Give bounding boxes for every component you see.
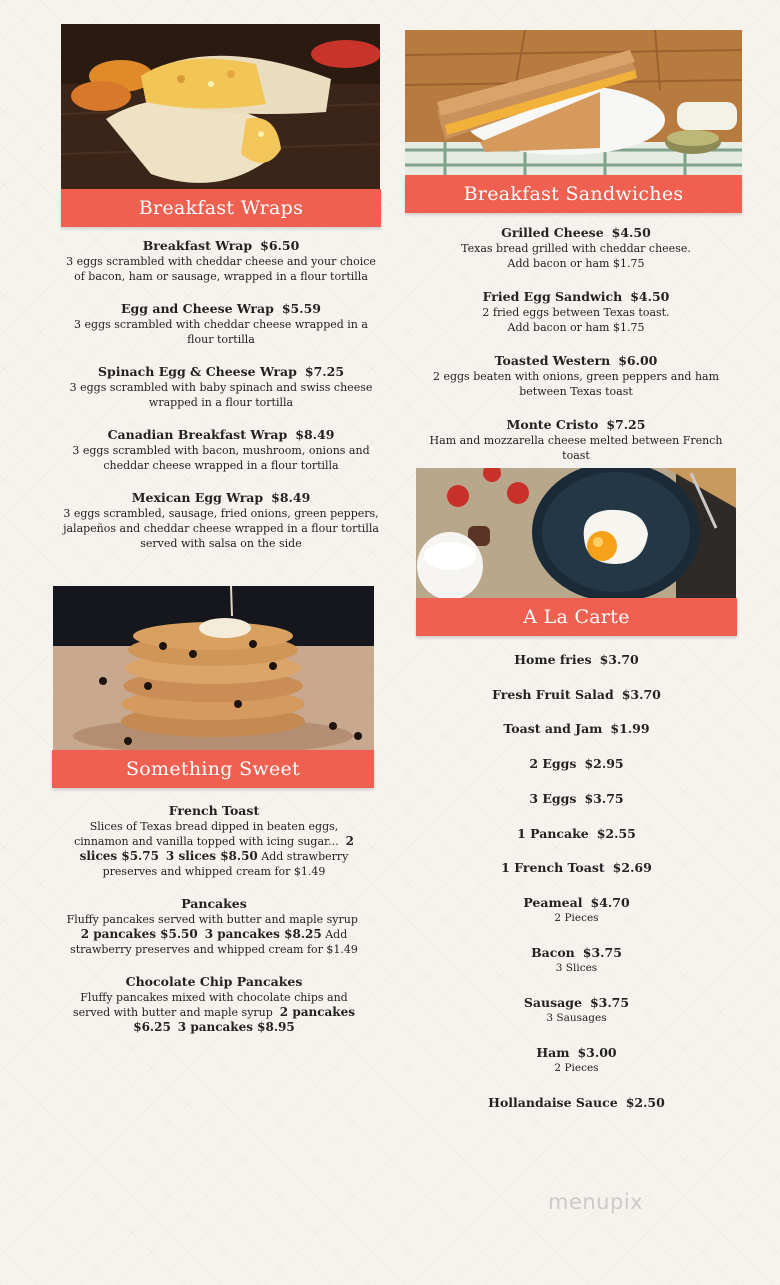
item-desc: 3 eggs scrambled, sausage, fried onions, green peppers, jalapeños and cheddar cheese wrapped in a flour tortilla served with salsa on the side [63, 507, 379, 550]
item-name: Canadian Breakfast Wrap [107, 427, 288, 442]
item-price: $3.75 [584, 791, 624, 807]
item-price: $1.99 [610, 721, 650, 737]
item-name: Fresh Fruit Salad [492, 686, 614, 702]
menu-item [416, 721, 737, 756]
item-price: $2.50 [625, 1094, 665, 1110]
item-desc: Ham and mozzarella cheese melted between French toast [429, 434, 723, 462]
item-desc: Fluffy pancakes served with butter and maple syrup 2 pancakes $5.50 3 pancakes $8.25 Add strawberry preserves and whipped cream for $1.49 [66, 913, 358, 956]
item-name: Monte Cristo [506, 417, 599, 432]
item-price: $2.95 [584, 755, 624, 771]
wraps-banner: Breakfast Wraps [61, 189, 381, 227]
sandwiches-banner: Breakfast Sandwiches [405, 175, 742, 213]
item-option: 3 pancakes $8.95 [177, 1020, 295, 1034]
menu-item [416, 895, 737, 945]
item-name: Toasted Western [494, 353, 611, 368]
item-name: 3 Eggs [529, 791, 577, 807]
item-price: $7.25 [606, 417, 646, 432]
wraps-photo [61, 24, 380, 192]
item-price: $3.70 [621, 686, 661, 702]
menu-item [416, 687, 737, 722]
item-name: Mexican Egg Wrap [131, 490, 264, 505]
item-name: Ham [536, 1044, 570, 1060]
item-portion: 3 Sausages [546, 1012, 607, 1025]
item-name: Toast and Jam [503, 721, 603, 737]
item-name: 1 Pancake [517, 825, 589, 841]
item-price: $5.59 [281, 301, 321, 316]
menu-item [62, 974, 366, 1035]
item-name: 2 Eggs [529, 755, 577, 771]
item-name: Pancakes [181, 896, 247, 911]
item-name: Sausage [523, 995, 582, 1011]
item-name: Chocolate Chip Pancakes [125, 974, 303, 989]
egg-pan-photo [416, 468, 736, 600]
carte-banner: A La Carte [416, 598, 737, 636]
menu-item [416, 756, 737, 791]
item-addon: Add bacon or ham $1.75 [507, 321, 645, 334]
menu-item [416, 1095, 737, 1115]
item-name: Home fries [514, 652, 592, 667]
item-option: 2 slices $5.75 [79, 834, 354, 863]
item-desc: 2 fried eggs between Texas toast. [482, 306, 670, 319]
item-name: Egg and Cheese Wrap [121, 301, 274, 316]
item-name: French Toast [168, 803, 260, 818]
menu-item [416, 652, 737, 687]
item-name: Spinach Egg & Cheese Wrap [97, 364, 297, 379]
pancakes-photo [53, 586, 374, 750]
menu-item [61, 427, 381, 473]
menu-item [416, 353, 736, 399]
menu-item [61, 364, 381, 410]
item-option: 3 pancakes $8.25 [204, 927, 322, 941]
sandwich-photo [405, 30, 742, 178]
item-desc: Texas bread grilled with cheddar cheese. [461, 242, 691, 255]
item-addon: Add bacon or ham $1.75 [507, 257, 645, 270]
item-option: 3 slices $8.50 [165, 849, 258, 863]
item-desc: 3 eggs scrambled with bacon, mushroom, onions and cheddar cheese wrapped in a flour tortilla [72, 444, 370, 472]
item-name: Hollandaise Sauce [488, 1094, 618, 1110]
item-desc: 2 eggs beaten with onions, green peppers and ham between Texas toast [432, 370, 720, 398]
item-name: Peameal [523, 894, 583, 910]
menu-item [62, 896, 366, 957]
item-price: $8.49 [271, 490, 311, 505]
item-portion: 2 Pieces [554, 911, 599, 924]
sweet-list [62, 803, 366, 1052]
item-price: $3.75 [589, 995, 630, 1011]
item-price: $4.50 [630, 289, 670, 304]
menu-item [61, 301, 381, 347]
wraps-list [61, 238, 381, 568]
item-price: $2.69 [612, 860, 652, 876]
item-price: $8.49 [295, 427, 335, 442]
item-price: $4.70 [590, 894, 630, 910]
item-name: Fried Egg Sandwich [482, 289, 623, 304]
menu-item [416, 860, 737, 895]
item-price: $3.75 [582, 944, 622, 960]
item-name: 1 French Toast [501, 860, 605, 876]
menu-item [416, 791, 737, 826]
menu-item [416, 995, 737, 1045]
menu-item [416, 289, 736, 335]
item-name: Bacon [531, 944, 575, 960]
menu-item [416, 826, 737, 861]
item-option: 2 pancakes $6.25 [133, 1005, 356, 1034]
item-name: Breakfast Wrap [142, 238, 253, 253]
item-price: $3.70 [599, 652, 639, 667]
menu-item [416, 225, 736, 271]
menu-item [416, 945, 737, 996]
menu-item [61, 490, 381, 551]
item-price: $7.25 [304, 364, 345, 379]
item-portion: 2 Pieces [554, 1061, 599, 1074]
menu-item [416, 1045, 737, 1095]
menu-item [61, 238, 381, 284]
item-desc: 3 eggs scrambled with cheddar cheese wrapped in a flour tortilla [74, 318, 368, 346]
item-price: $6.50 [260, 238, 300, 253]
item-price: $3.00 [577, 1044, 617, 1060]
watermark: menupix [548, 1190, 644, 1214]
menu-item [416, 417, 736, 463]
item-desc: Slices of Texas bread dipped in beaten eggs, cinnamon and vanilla topped with icing sugar... 2 slices $5.75 3 slices $8.50 Add strawberry preserves and whipped cream for $1.49 [74, 820, 354, 878]
item-price: $6.00 [618, 353, 658, 368]
sweet-banner: Something Sweet [52, 750, 374, 788]
item-portion: 3 Slices [555, 961, 598, 974]
item-name: Grilled Cheese [501, 225, 604, 240]
item-desc: 3 eggs scrambled with cheddar cheese and your choice of bacon, ham or sausage, wrapped in a flour tortilla [66, 255, 376, 283]
carte-list [416, 652, 737, 1115]
menu-item [62, 803, 366, 879]
item-desc: Fluffy pancakes mixed with chocolate chips and served with butter and maple syrup 2 pancakes $6.25 3 pancakes $8.95 [72, 991, 356, 1034]
item-desc: 3 eggs scrambled with baby spinach and swiss cheese wrapped in a flour tortilla [69, 381, 373, 409]
sandwiches-list [416, 225, 736, 463]
item-option: 2 pancakes $5.50 [80, 927, 198, 941]
item-price: $4.50 [611, 225, 651, 240]
item-price: $2.55 [596, 825, 636, 841]
